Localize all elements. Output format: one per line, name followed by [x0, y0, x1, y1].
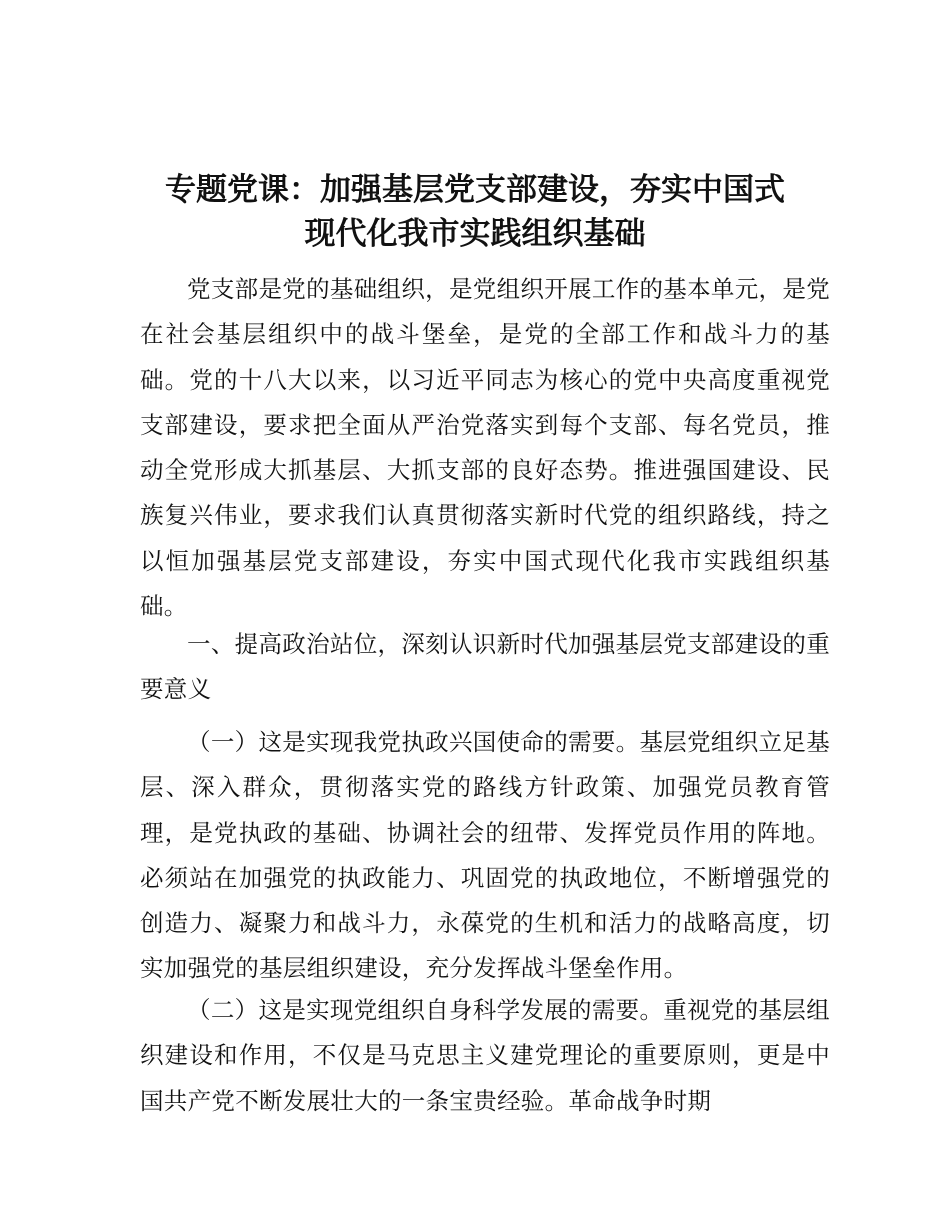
section-heading-1: 一、提高政治站位，深刻认识新时代加强基层党支部建设的重要意义: [140, 630, 830, 704]
document-title-line-1: 专题党课：加强基层党支部建设，夯实中国式: [165, 172, 785, 208]
document-title-line-2: 现代化我市实践组织基础: [304, 216, 646, 252]
intro-paragraph: 党支部是党的基础组织，是党组织开展工作的基本单元，是党在社会基层组织中的战斗堡垒，是党的全部工作和战斗力的基础。党的十八大以来，以习近平同志为核心的党中央高度重视党支部建设，要求把全面从严治党落实到每个支部、每名党员，推动全党形成大抓基层、大抓支部的良好态势。推进强国建设、民族复兴伟业，要求我们认真贯彻落实新时代党的组织路线，持之以恒加强基层党支部建设，夯实中国式现代化我市实践组织基础。: [140, 275, 830, 621]
subsection-paragraph-1: （一）这是实现我党执政兴国使命的需要。基层党组织立足基层、深入群众，贯彻落实党的路线方针政策、加强党员教育管理，是党执政的基础、协调社会的纽带、发挥党员作用的阵地。必须站在加强党的执政能力、巩固党的执政地位，不断增强党的创造力、凝聚力和战斗力，永葆党的生机和活力的战略高度，切实加强党的基层组织建设，充分发挥战斗堡垒作用。: [140, 728, 830, 983]
subsection-paragraph-2: （二）这是实现党组织自身科学发展的需要。重视党的基层组织建设和作用，不仅是马克思主义建党理论的重要原则，更是中国共产党不断发展壮大的一条宝贵经验。革命战争时期: [140, 996, 830, 1115]
